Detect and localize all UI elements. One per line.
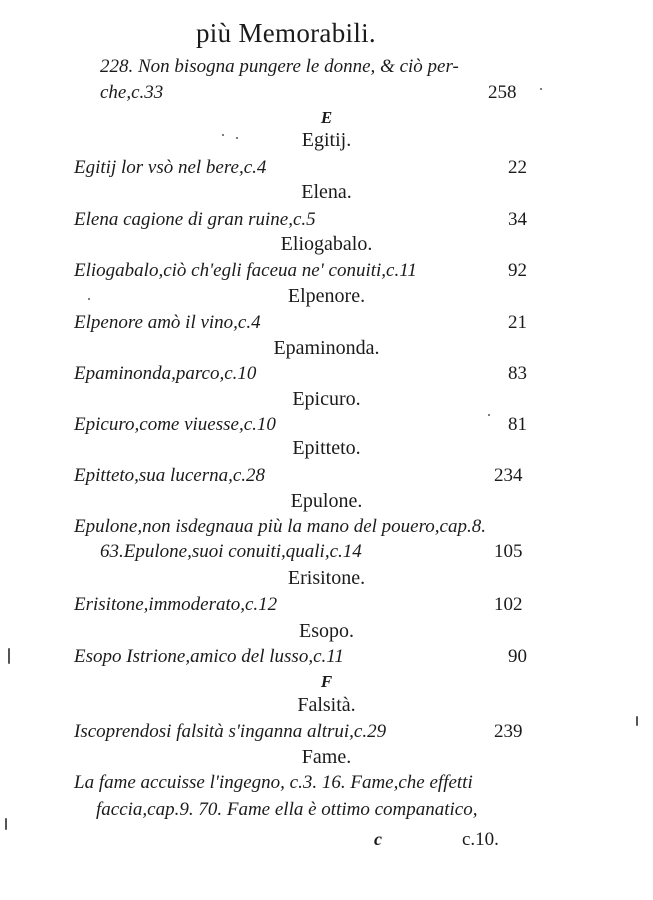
index-heading: Epaminonda. [273,337,380,359]
index-entry: Esopo Istrione,amico del lusso,c.11 [74,646,344,667]
index-entry: Epaminonda,parco,c.10 [74,363,257,384]
index-heading: Epulone. [290,490,363,512]
index-heading: Epitteto. [292,437,361,459]
index-entry: Elpenore amò il vino,c.4 [74,312,261,333]
index-entry: La fame accuisse l'ingegno, c.3. 16. Fame,che effetti [74,772,473,793]
page-number: 234 [494,465,523,486]
index-entry: Epicuro,come viuesse,c.10 [74,414,276,435]
page-number: 258 [488,82,517,103]
page-number: 81 [508,414,527,435]
paper-speck [88,298,90,300]
index-heading: Falsità. [297,694,356,716]
index-heading: Erisitone. [287,567,366,589]
page-number: 34 [508,209,527,230]
page-number: 102 [494,594,523,615]
index-entry: Eliogabalo,ciò ch'egli faceua ne' conuiti,c.11 [74,260,417,281]
index-heading: Elena. [301,181,352,203]
paper-speck [540,88,542,90]
index-entry: Elena cagione di gran ruine,c.5 [74,209,316,230]
page-number: 83 [508,363,527,384]
index-entry: Epitteto,sua lucerna,c.28 [74,465,266,486]
index-entry: 63.Epulone,suoi conuiti,quali,c.14 [100,541,362,562]
index-heading: Esopo. [299,620,354,642]
page-number: 21 [508,312,527,333]
page-number: 105 [494,541,523,562]
entry-line: 228. Non bisogna pungere le donne, & ciò per- [100,56,459,77]
page-number: 92 [508,260,527,281]
section-letter: E [320,108,333,127]
index-entry: faccia,cap.9. 70. Fame ella è ottimo companatico, [96,799,478,820]
section-letter: F [320,672,333,691]
page-number: 239 [494,721,523,742]
index-entry: Egitij lor vsò nel bere,c.4 [74,157,267,178]
page-number: 22 [508,157,527,178]
page-number: 90 [508,646,527,667]
catchword: c.10. [462,829,499,850]
paper-speck [488,414,490,416]
index-heading: Epicuro. [292,388,361,410]
paper-speck [636,716,638,726]
running-head: più Memorabili. [196,18,376,48]
entry-line: che,c.33 [100,82,164,103]
index-heading: Fame. [301,746,352,768]
index-entry: Erisitone,immoderato,c.12 [74,594,278,615]
index-heading: Eliogabalo. [280,233,373,255]
paper-speck [5,818,7,830]
index-entry: Epulone,non isdegnaua più la mano del pouero,cap.8. [74,516,486,537]
paper-speck [8,648,10,664]
index-heading: Egitij. [301,129,352,151]
index-entry: Iscoprendosi falsità s'inganna altrui,c.29 [74,721,387,742]
paper-speck [236,137,238,139]
signature-mark: c [374,829,382,849]
index-heading: Elpenore. [287,285,366,307]
paper-speck [222,134,224,136]
